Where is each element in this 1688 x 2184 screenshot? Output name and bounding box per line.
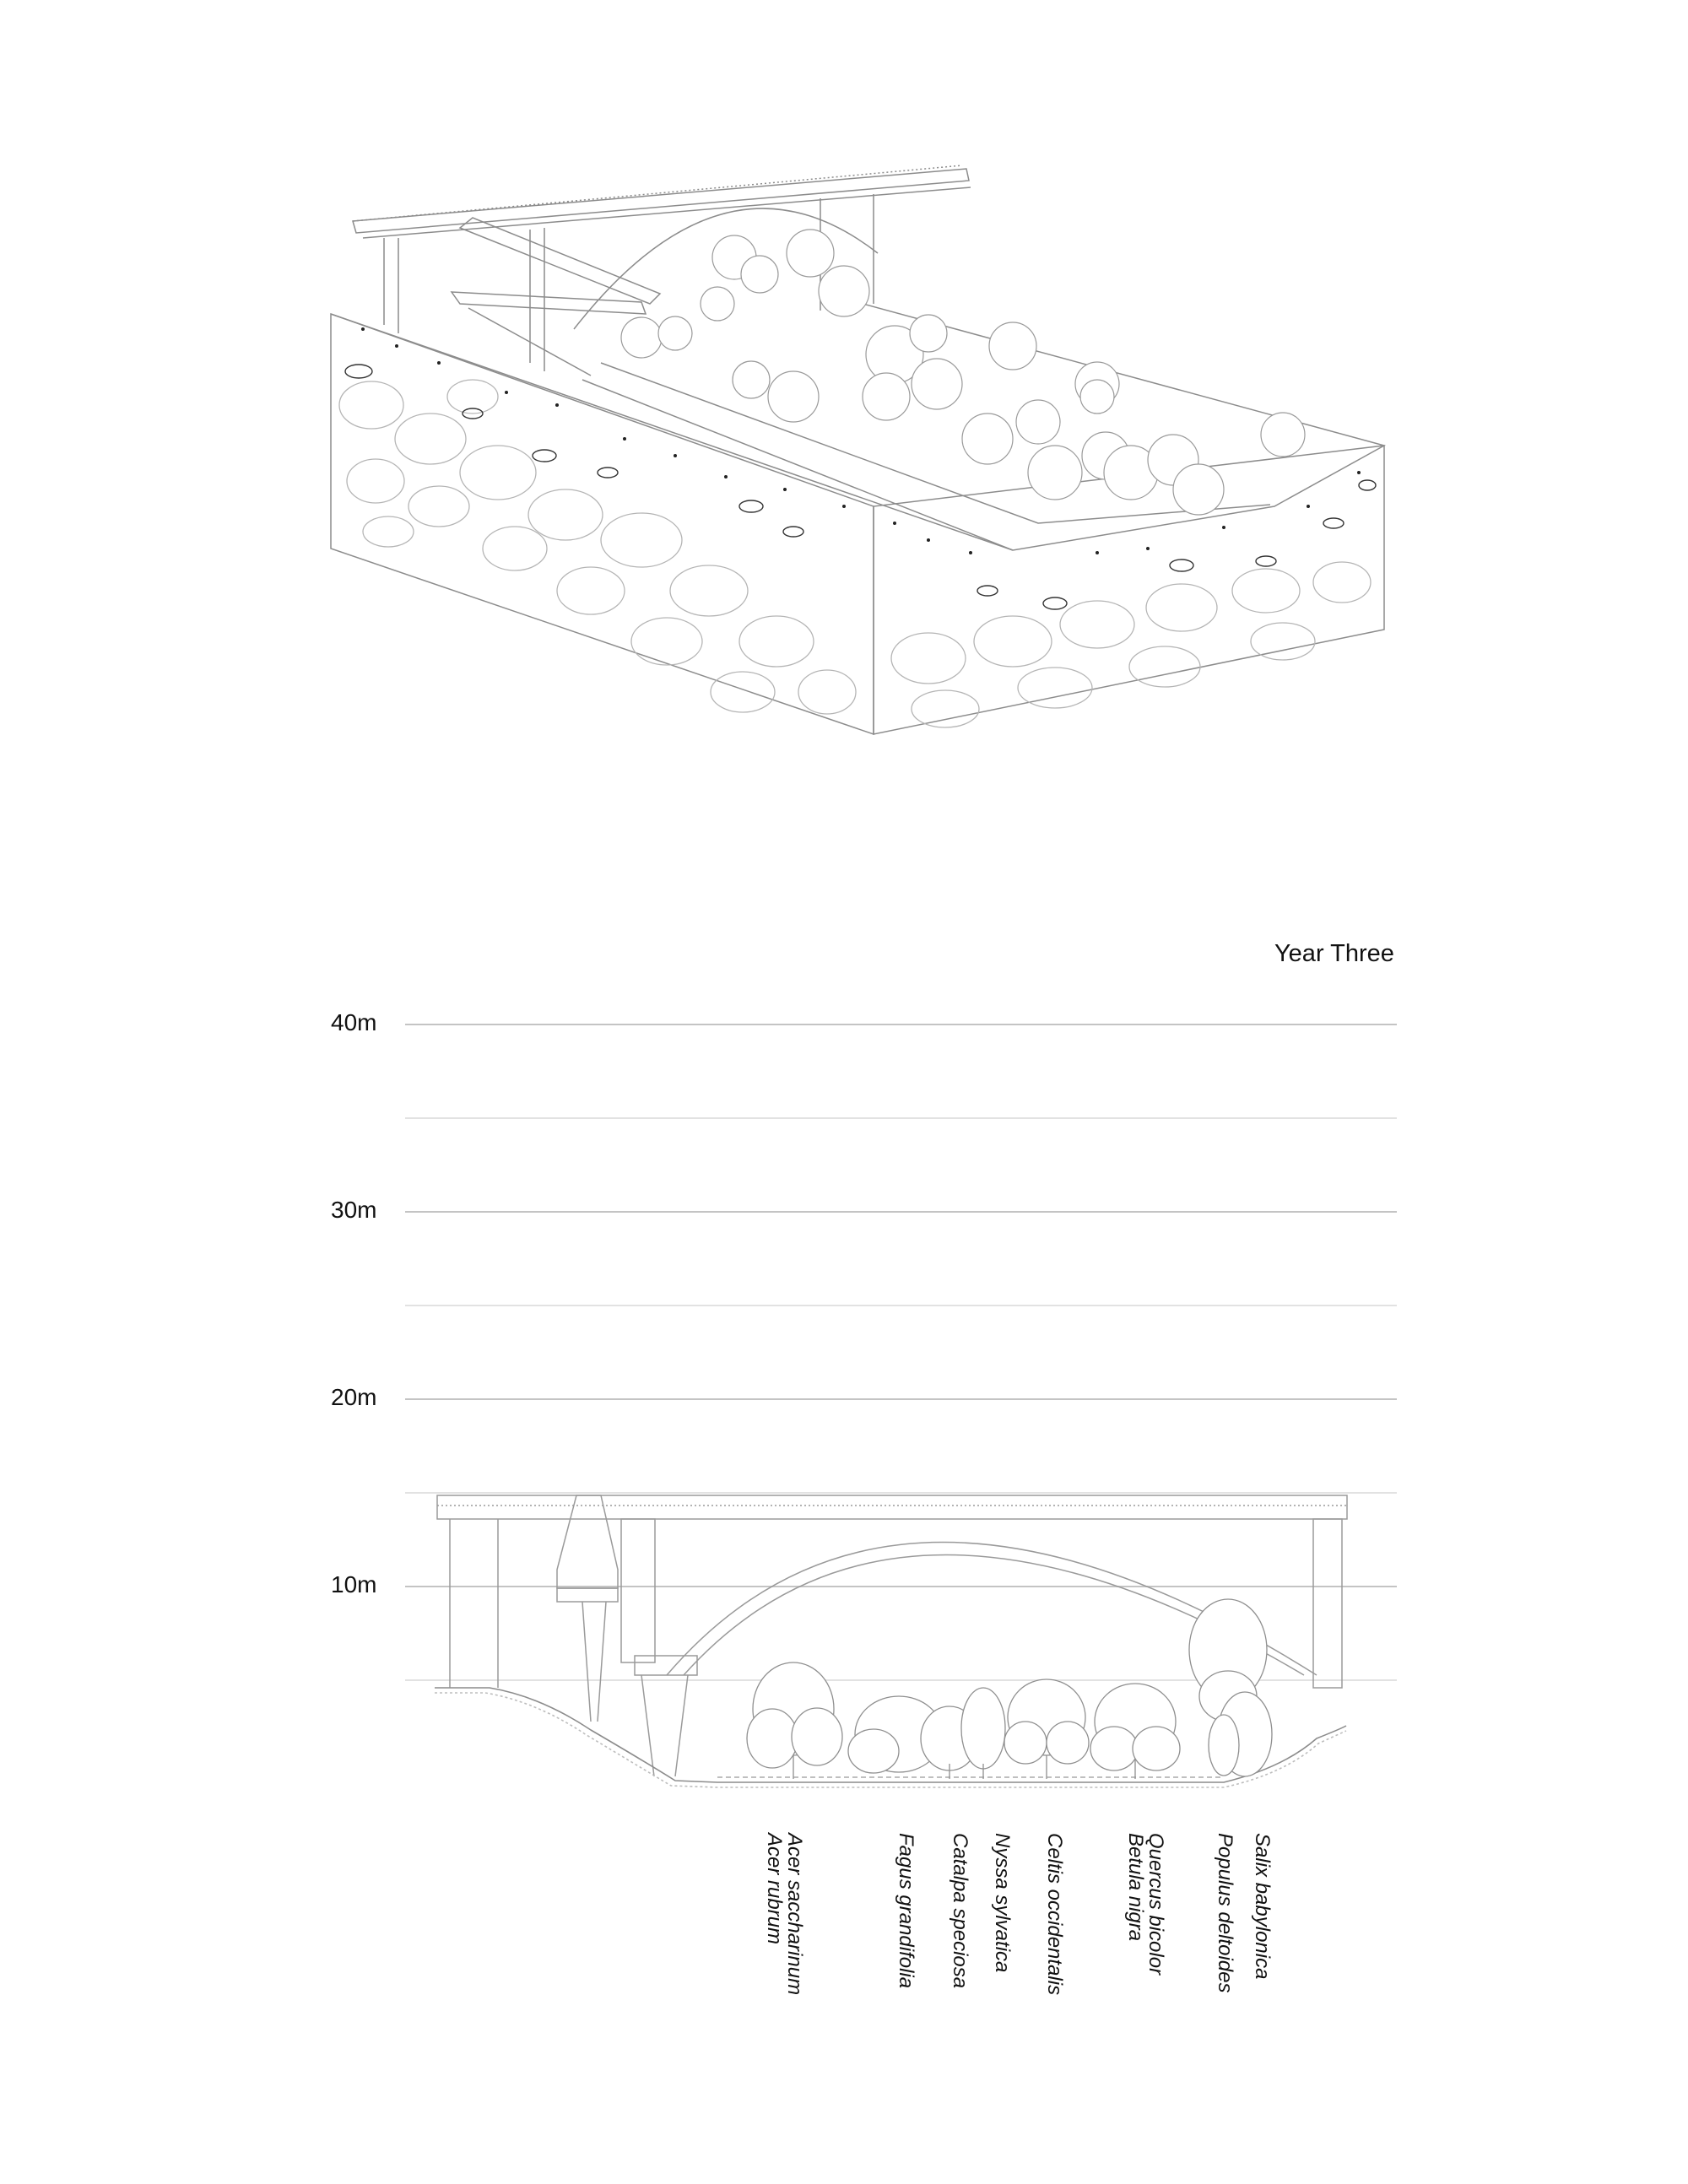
viewing-platform-lower: [635, 1656, 697, 1675]
species-label-salix-babylonica: Salix babylonica: [1251, 1833, 1274, 1980]
bridge-pier-left-section: [621, 1519, 655, 1662]
tree-quercus-betula: [1090, 1684, 1180, 1779]
height-label-20m: 20m: [331, 1384, 377, 1410]
species-label-populus-deltoides: Populus deltoides: [1214, 1833, 1236, 1993]
tree-nyssa: [961, 1688, 1005, 1779]
tree-celtis: [1004, 1679, 1089, 1779]
height-label-40m: 40m: [331, 1009, 377, 1035]
height-gridlines: [405, 1024, 1397, 1680]
section-trees: [747, 1599, 1272, 1779]
viewing-platform-upper: [557, 1495, 618, 1588]
bridge-pier-right-section: [1313, 1519, 1342, 1688]
height-label-10m: 10m: [331, 1571, 377, 1597]
species-label-celtis-occidentalis: Celtis occidentalis: [1043, 1833, 1066, 1996]
species-label-quercus-bicolor: Quercus bicolor: [1144, 1833, 1167, 1976]
species-label-acer-rubrum: Acer rubrum: [763, 1833, 786, 1945]
species-label-fagus-grandifolia: Fagus grandifolia: [895, 1833, 917, 1989]
diagram-title: Year Three: [1274, 940, 1394, 967]
species-label-catalpa-speciosa: Catalpa speciosa: [949, 1833, 971, 1989]
height-label-30m: 30m: [331, 1197, 377, 1223]
species-label-betula-nigra: Betula nigra: [1124, 1833, 1147, 1942]
species-label-nyssa-sylvatica: Nyssa sylvatica: [991, 1833, 1014, 1973]
species-label-acer-saccharinum: Acer saccharinum: [783, 1833, 806, 1996]
